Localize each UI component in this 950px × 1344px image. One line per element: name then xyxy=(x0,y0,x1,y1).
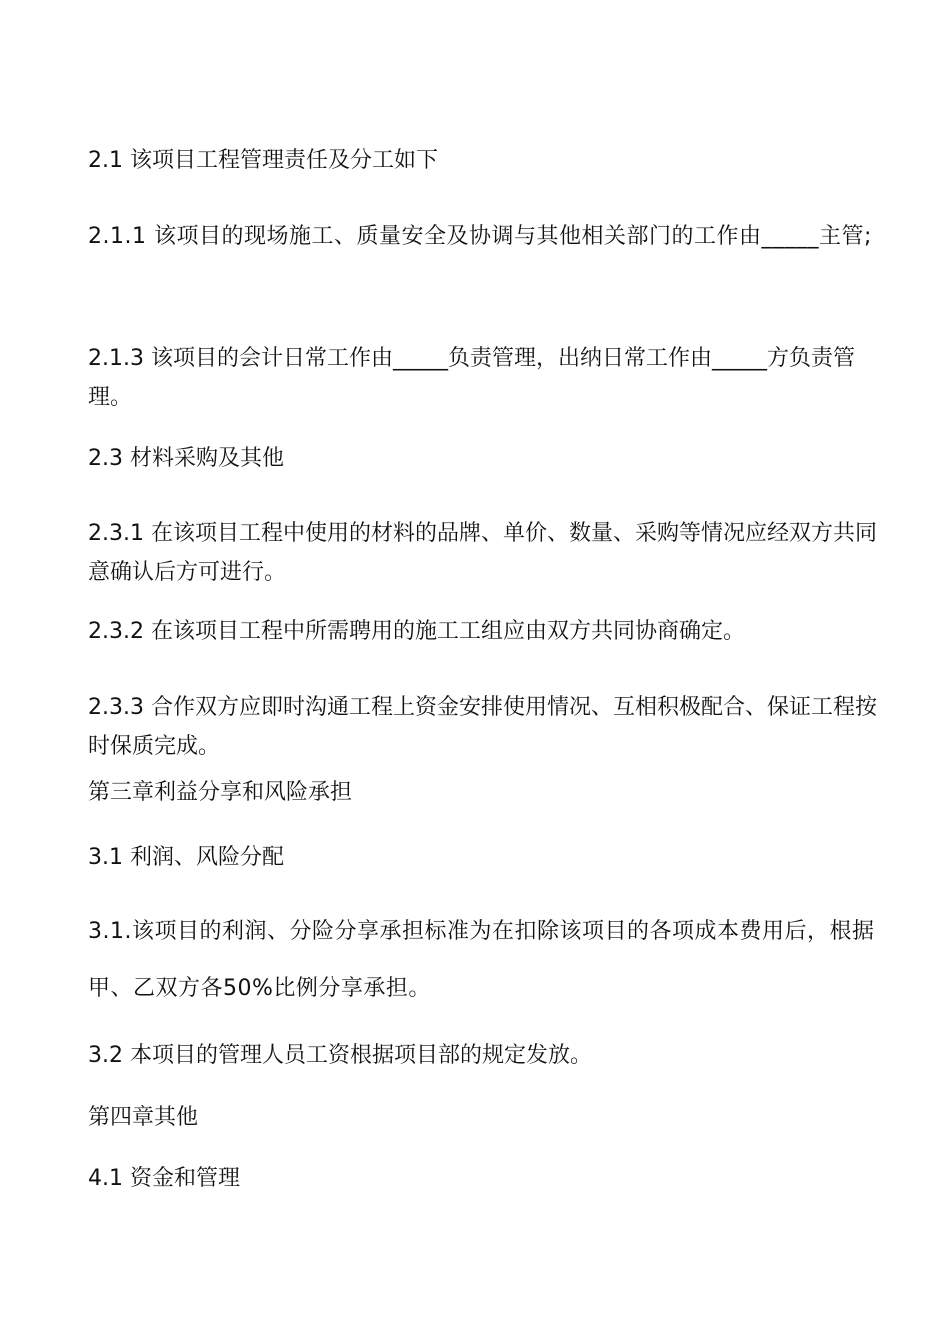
section-4-1-heading: 4.1 资金和管理 xyxy=(88,1166,240,1191)
chapter-3-heading: 第三章利益分享和风险承担 xyxy=(88,780,353,805)
section-2-3-heading: 2.3 材料采购及其他 xyxy=(88,446,284,471)
chapter-4-heading: 第四章其他 xyxy=(88,1105,199,1130)
clause-2-3-1: 2.3.1 在该项目工程中使用的材料的品牌、单价、数量、采购等情况应经双方共同意确认后方可进行。 xyxy=(88,521,877,585)
section-3-1-heading: 3.1 利润、风险分配 xyxy=(88,845,284,870)
clause-2-3-3: 2.3.3 合作双方应即时沟通工程上资金安排使用情况、互相积极配合、保证工程按时保质完成。 xyxy=(88,695,877,759)
clause-2-1-3: 2.1.3 该项目的会计日常工作由_____负责管理，出纳日常工作由_____方负责管理。 xyxy=(88,346,855,410)
clause-2-3-2: 2.3.2 在该项目工程中所需聘用的施工工组应由双方共同协商确定。 xyxy=(88,619,745,644)
clause-3-2: 3.2 本项目的管理人员工资根据项目部的规定发放。 xyxy=(88,1043,592,1068)
clause-2-1-1: 2.1.1 该项目的现场施工、质量安全及协调与其他相关部门的工作由_____主管; xyxy=(88,224,872,249)
section-2-1-heading: 2.1 该项目工程管理责任及分工如下 xyxy=(88,148,438,173)
clause-3-1: 3.1.该项目的利润、分险分享承担标准为在扣除该项目的各项成本费用后，根据甲、乙双方各50%比例分享承担。 xyxy=(88,919,875,1001)
